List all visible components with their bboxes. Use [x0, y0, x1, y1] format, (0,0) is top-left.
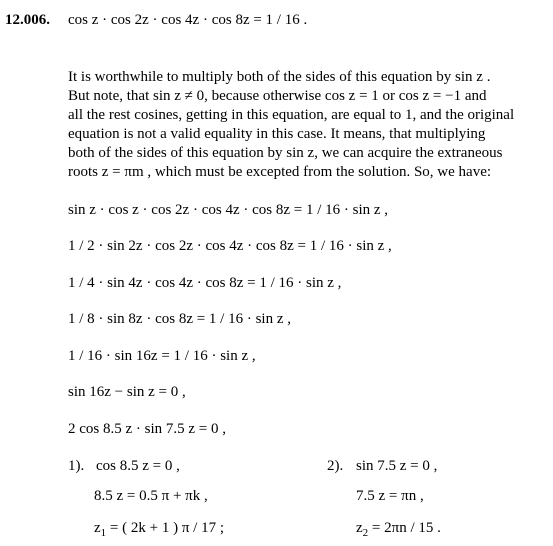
derivation-step: 2 cos 8.5 z · sin 7.5 z = 0 ,: [68, 421, 227, 437]
case2-solution-step: 7.5 z = πn ,: [356, 488, 424, 504]
case1-label: 1).: [68, 458, 85, 474]
case1-final-solution: [94, 520, 224, 539]
explanation-line: But note, that sin z ≠ 0, because otherwise cos z = 1 or cos z = −1 and: [68, 88, 487, 104]
case1-solution-step: 8.5 z = 0.5 π + πk ,: [94, 488, 208, 504]
derivation-step: sin z · cos z · cos 2z · cos 4z · cos 8z = 1 / 16 · sin z ,: [68, 202, 389, 218]
derivation-step: sin 16z − sin z = 0 ,: [68, 384, 186, 400]
explanation-line: both of the sides of this equation by sin z, we can acquire the extraneous: [68, 145, 503, 161]
problem-equation: cos z · cos 2z · cos 4z · cos 8z = 1 / 16 .: [68, 12, 308, 28]
problem-number: 12.006.: [5, 12, 50, 28]
case2-subscript: 2: [362, 527, 369, 539]
case1-var: z: [94, 520, 101, 536]
explanation-line: It is worthwhile to multiply both of the sides of this equation by sin z .: [68, 69, 491, 85]
case2-equation: sin 7.5 z = 0 ,: [356, 458, 438, 474]
explanation-paragraph: [68, 68, 538, 182]
derivation-step: 1 / 2 · sin 2z · cos 2z · cos 4z · cos 8z = 1 / 16 · sin z ,: [68, 238, 392, 254]
case2-var: z: [356, 520, 363, 536]
case1-formula: = ( 2k + 1 ) π / 17 ;: [106, 520, 224, 536]
case1-subscript: 1: [100, 527, 107, 539]
derivation-step: 1 / 16 · sin 16z = 1 / 16 · sin z ,: [68, 348, 256, 364]
explanation-line: equation is not a valid equality in this case. It means, that multiplying: [68, 126, 486, 142]
case1-equation: cos 8.5 z = 0 ,: [96, 458, 180, 474]
case2-label: 2).: [327, 458, 344, 474]
derivation-step: 1 / 4 · sin 4z · cos 4z · cos 8z = 1 / 16 · sin z ,: [68, 275, 342, 291]
explanation-line: all the rest cosines, getting in this equation, are equal to 1, and the original: [68, 107, 515, 123]
case2-formula: = 2πn / 15 .: [368, 520, 441, 536]
explanation-line: roots z = πm , which must be excepted from the solution. So, we have:: [68, 164, 492, 180]
derivation-step: 1 / 8 · sin 8z · cos 8z = 1 / 16 · sin z ,: [68, 311, 292, 327]
case2-final-solution: [356, 520, 441, 539]
